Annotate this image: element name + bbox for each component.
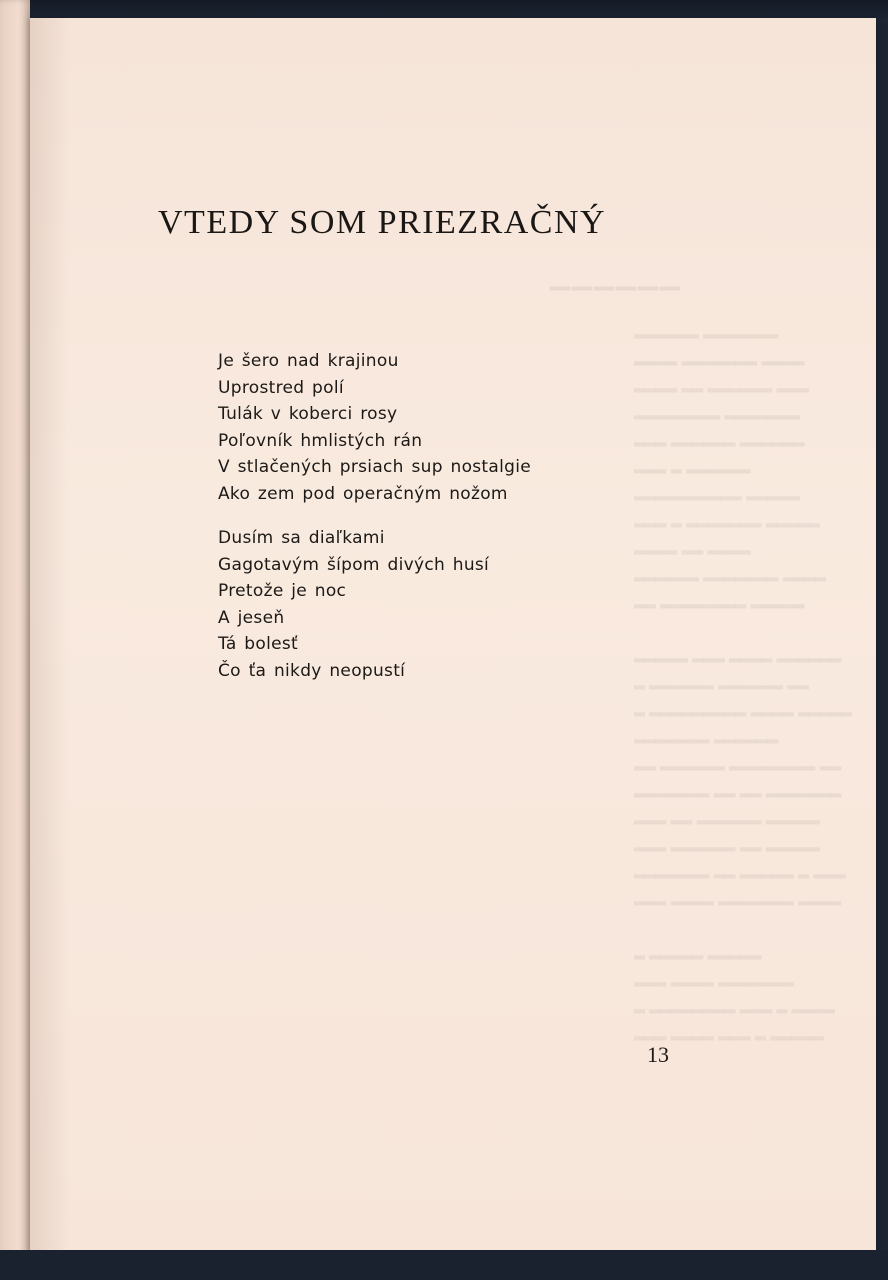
poem-line: Je šero nad krajinou (218, 351, 399, 371)
stanza-1 (218, 348, 531, 507)
poem-line: Dusím sa diaľkami (218, 528, 385, 548)
page-gutter-shadow (30, 18, 70, 1254)
poem-title: VTEDY SOM PRIEZRAČNÝ (158, 204, 607, 241)
poem-line: Poľovník hmlistých rán (218, 430, 423, 451)
poem-line: Čo ťa nikdy neopustí (218, 660, 406, 681)
poem-line: Tulák v koberci rosy (218, 404, 398, 424)
poem-body (218, 348, 531, 702)
background-bottom-edge (0, 1250, 888, 1280)
poem-line: Tá bolesť (218, 634, 298, 654)
page-number: 13 (647, 1042, 669, 1067)
poem-line: Ako zem pod operačným nožom (218, 483, 508, 504)
book-page (30, 18, 876, 1254)
show-through-text: ▂▂▂▂▂▂ ▂▂▂▂▂▂▂ ▂▂▂▂ ▂▂▂▂▂▂▂ ▂▂▂▂ ▂▂▂▂ ▂▂ ▂▂▂▂▂▂ ▂▂▂ ▂▂▂▂▂▂▂▂ ▂▂▂▂▂▂▂ ▂▂▂ ▂▂▂▂▂▂ ▂▂▂▂▂▂ ▂▂▂ ▂ ▂▂▂▂▂▂ ▂▂▂▂▂▂▂▂▂▂ ▂▂▂▂▂ ▂▂▂ ▂ ▂▂▂▂▂▂▂ ▂▂▂▂▂ ▂▂▂▂ ▂▂ ▂▂▂▂ ▂▂▂▂▂▂ ▂▂▂▂▂▂▂ ▂▂▂▂ ▂▂ ▂▂▂▂▂▂▂▂ ▂▂▂▂▂ ▂▂▂▂▂ ▂▂▂ ▂▂▂▂ ▂▂▂▂▂▂ ▂ ▂▂▂▂▂▂ ▂▂▂▂▂▂ ▂▂ ▂ ▂▂▂▂▂▂▂▂▂ ▂▂▂▂ ▂▂▂▂▂ ▂▂▂▂▂▂▂ ▂▂▂▂▂▂ ▂▂ ▂▂▂▂▂▂ ▂▂▂▂▂▂▂▂ ▂▂ ▂▂▂▂▂▂▂ ▂▂ ▂▂ ▂▂▂▂▂▂▂ ▂▂▂ ▂▂ ▂▂▂▂▂▂ ▂▂▂▂▂ ▂▂▂ ▂▂▂▂▂▂ ▂▂ ▂▂▂▂▂ ▂▂▂▂▂▂▂ ▂▂ ▂▂▂▂▂ ▂ ▂▂▂ ▂▂▂ ▂▂▂▂ ▂▂▂▂▂▂▂ ▂▂▂▂ ▂ ▂▂▂▂▂ ▂▂▂▂▂ ▂▂▂ ▂▂▂▂ ▂▂▂▂▂▂▂ ▂ ▂▂▂▂▂▂▂▂ ▂▂▂ ▂ ▂▂▂▂ ▂▂▂ ▂▂▂▂ ▂▂▂ ▂ ▂▂▂▂▂ (634, 323, 852, 1041)
poem-line: V stlačených prsiach sup nostalgie (218, 457, 532, 477)
poem-line: Gagotavým šípom divých husí (218, 554, 490, 575)
poem-line: A jeseň (218, 607, 285, 628)
stanza-2 (218, 525, 531, 684)
poem-line: Pretože je noc (218, 581, 347, 601)
show-through-heading: ▁▁▁▁▁▁ (550, 261, 682, 291)
poem-line: Uprostred polí (218, 377, 344, 398)
previous-page-edge (0, 0, 30, 1280)
